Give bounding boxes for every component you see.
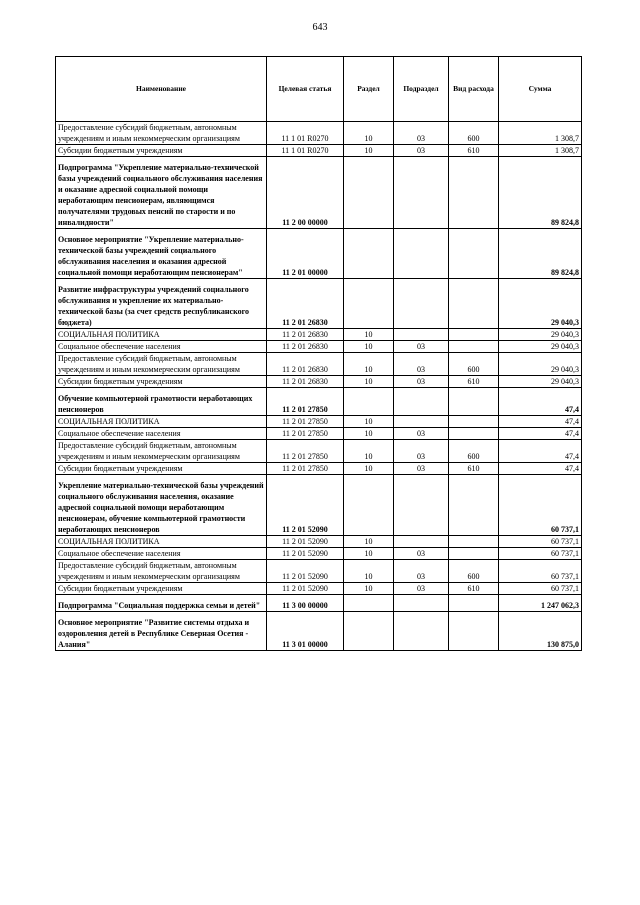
row-section: 10 (344, 122, 394, 145)
row-section (344, 229, 394, 279)
row-subsection (394, 595, 449, 612)
table-row (56, 548, 582, 560)
budget-table (55, 56, 582, 651)
row-subsection: 03 (394, 353, 449, 376)
table-row (56, 440, 582, 463)
page-number: 643 (312, 22, 328, 33)
table-header-row (56, 57, 582, 122)
row-expense-type: 600 (449, 440, 499, 463)
row-section (344, 475, 394, 536)
row-expense-type (449, 595, 499, 612)
table-row (56, 612, 582, 651)
table-row (56, 583, 582, 595)
row-sum: 1 308,7 (499, 122, 582, 145)
row-section (344, 388, 394, 416)
row-target: 11 2 01 27850 (267, 416, 344, 428)
row-target: 11 2 01 52090 (267, 583, 344, 595)
row-sum: 29 040,3 (499, 329, 582, 341)
row-name: СОЦИАЛЬНАЯ ПОЛИТИКА (56, 329, 267, 341)
row-expense-type (449, 612, 499, 651)
row-sum: 29 040,3 (499, 353, 582, 376)
row-subsection (394, 612, 449, 651)
row-name: Предоставление субсидий бюджетным, автономным учреждениям и иным некоммерческим организациям (56, 122, 267, 145)
row-sum: 130 875,0 (499, 612, 582, 651)
table-row (56, 122, 582, 145)
row-subsection: 03 (394, 341, 449, 353)
table-row (56, 536, 582, 548)
row-name: Социальное обеспечение населения (56, 428, 267, 440)
table-row (56, 560, 582, 583)
row-subsection (394, 157, 449, 229)
row-subsection (394, 536, 449, 548)
row-sum: 29 040,3 (499, 376, 582, 388)
header-subsection: Подраздел (394, 57, 449, 122)
row-expense-type: 610 (449, 463, 499, 475)
row-subsection: 03 (394, 560, 449, 583)
row-section: 10 (344, 560, 394, 583)
row-section: 10 (344, 329, 394, 341)
row-subsection: 03 (394, 145, 449, 157)
row-expense-type (449, 428, 499, 440)
row-sum: 89 824,8 (499, 157, 582, 229)
row-target: 11 3 00 00000 (267, 595, 344, 612)
row-subsection (394, 279, 449, 329)
row-section: 10 (344, 145, 394, 157)
row-expense-type: 600 (449, 122, 499, 145)
row-target: 11 2 01 52090 (267, 548, 344, 560)
row-expense-type (449, 229, 499, 279)
row-expense-type (449, 536, 499, 548)
header-expense-type: Вид расхода (449, 57, 499, 122)
row-target: 11 2 01 52090 (267, 536, 344, 548)
header-section: Раздел (344, 57, 394, 122)
table-row (56, 279, 582, 329)
row-expense-type (449, 157, 499, 229)
table-row (56, 416, 582, 428)
header-sum: Сумма (499, 57, 582, 122)
row-sum: 47,4 (499, 416, 582, 428)
row-target: 11 2 01 52090 (267, 475, 344, 536)
table-row (56, 229, 582, 279)
row-expense-type (449, 548, 499, 560)
row-target: 11 2 01 27850 (267, 440, 344, 463)
row-target: 11 2 01 27850 (267, 428, 344, 440)
table-row (56, 157, 582, 229)
row-subsection (394, 229, 449, 279)
row-name: Укрепление материально-технической базы учреждений социального обслуживания населения, оказание адресной социальной помощи неработающим пенсионерам, обучение компьютерной грамотности неработающих пенсионеров (56, 475, 267, 536)
row-expense-type (449, 341, 499, 353)
row-target: 11 2 01 00000 (267, 229, 344, 279)
row-subsection: 03 (394, 376, 449, 388)
row-expense-type (449, 279, 499, 329)
row-section: 10 (344, 440, 394, 463)
row-name: Развитие инфраструктуры учреждений социального обслуживания и укрепление их материально-технической базы (за счет средств республиканского бюджета) (56, 279, 267, 329)
row-target: 11 2 01 26830 (267, 376, 344, 388)
row-subsection (394, 388, 449, 416)
row-subsection: 03 (394, 583, 449, 595)
row-name: Предоставление субсидий бюджетным, автономным учреждениям и иным некоммерческим организациям (56, 440, 267, 463)
row-target: 11 2 01 27850 (267, 463, 344, 475)
row-name: Субсидии бюджетным учреждениям (56, 583, 267, 595)
row-expense-type: 610 (449, 145, 499, 157)
row-section: 10 (344, 428, 394, 440)
row-name: Основное мероприятие "Развитие системы отдыха и оздоровления детей в Республике Северная Осетия - Алания" (56, 612, 267, 651)
row-sum: 47,4 (499, 463, 582, 475)
row-expense-type: 610 (449, 583, 499, 595)
row-subsection (394, 475, 449, 536)
row-section: 10 (344, 376, 394, 388)
table-row (56, 463, 582, 475)
row-subsection: 03 (394, 428, 449, 440)
row-target: 11 1 01 R0270 (267, 145, 344, 157)
row-name: СОЦИАЛЬНАЯ ПОЛИТИКА (56, 416, 267, 428)
row-sum: 60 737,1 (499, 548, 582, 560)
row-name: Подпрограмма "Социальная поддержка семьи и детей" (56, 595, 267, 612)
table-row (56, 341, 582, 353)
row-name: Подпрограмма "Укрепление материально-технической базы учреждений социального обслуживания населения и оказание адресной социальной помощи неработающим пенсионерам, являющимся получателями трудовых пенсий по старости и по инвалидности" (56, 157, 267, 229)
row-subsection (394, 329, 449, 341)
row-section: 10 (344, 548, 394, 560)
row-section (344, 595, 394, 612)
row-name: Обучение компьютерной грамотности неработающих пенсионеров (56, 388, 267, 416)
row-expense-type (449, 388, 499, 416)
row-name: Субсидии бюджетным учреждениям (56, 463, 267, 475)
table-row (56, 428, 582, 440)
row-section (344, 279, 394, 329)
table-row (56, 329, 582, 341)
row-expense-type (449, 475, 499, 536)
table-row (56, 145, 582, 157)
row-target: 11 2 01 27850 (267, 388, 344, 416)
row-section: 10 (344, 353, 394, 376)
row-expense-type: 610 (449, 376, 499, 388)
row-expense-type (449, 416, 499, 428)
row-target: 11 2 01 26830 (267, 329, 344, 341)
row-section: 10 (344, 341, 394, 353)
row-subsection: 03 (394, 548, 449, 560)
row-section: 10 (344, 416, 394, 428)
row-expense-type: 600 (449, 353, 499, 376)
row-sum: 60 737,1 (499, 536, 582, 548)
row-sum: 29 040,3 (499, 279, 582, 329)
row-sum: 60 737,1 (499, 560, 582, 583)
table-row (56, 376, 582, 388)
row-section: 10 (344, 463, 394, 475)
row-section (344, 612, 394, 651)
row-name: СОЦИАЛЬНАЯ ПОЛИТИКА (56, 536, 267, 548)
row-name: Социальное обеспечение населения (56, 341, 267, 353)
row-name: Основное мероприятие "Укрепление материально-технической базы учреждений социального обслуживания населения и оказания адресной социальной помощи неработающим пенсионерам" (56, 229, 267, 279)
row-section: 10 (344, 536, 394, 548)
row-name: Субсидии бюджетным учреждениям (56, 376, 267, 388)
header-target: Целевая статья (267, 57, 344, 122)
row-expense-type (449, 329, 499, 341)
row-target: 11 3 01 00000 (267, 612, 344, 651)
row-name: Социальное обеспечение населения (56, 548, 267, 560)
row-sum: 29 040,3 (499, 341, 582, 353)
table-row (56, 353, 582, 376)
row-subsection (394, 416, 449, 428)
table-row (56, 595, 582, 612)
row-name: Предоставление субсидий бюджетным, автономным учреждениям и иным некоммерческим организациям (56, 353, 267, 376)
row-target: 11 2 01 26830 (267, 341, 344, 353)
row-sum: 89 824,8 (499, 229, 582, 279)
row-target: 11 2 01 26830 (267, 353, 344, 376)
row-expense-type: 600 (449, 560, 499, 583)
row-name: Предоставление субсидий бюджетным, автономным учреждениям и иным некоммерческим организациям (56, 560, 267, 583)
row-sum: 47,4 (499, 440, 582, 463)
table-row (56, 388, 582, 416)
header-name: Наименование (56, 57, 267, 122)
row-sum: 60 737,1 (499, 475, 582, 536)
row-section: 10 (344, 583, 394, 595)
row-target: 11 2 01 52090 (267, 560, 344, 583)
row-sum: 1 308,7 (499, 145, 582, 157)
row-target: 11 1 01 R0270 (267, 122, 344, 145)
row-sum: 60 737,1 (499, 583, 582, 595)
row-sum: 47,4 (499, 428, 582, 440)
row-target: 11 2 00 00000 (267, 157, 344, 229)
table-body (56, 122, 582, 651)
row-section (344, 157, 394, 229)
row-name: Субсидии бюджетным учреждениям (56, 145, 267, 157)
table-row (56, 475, 582, 536)
row-sum: 47,4 (499, 388, 582, 416)
row-subsection: 03 (394, 122, 449, 145)
row-subsection: 03 (394, 463, 449, 475)
row-subsection: 03 (394, 440, 449, 463)
row-target: 11 2 01 26830 (267, 279, 344, 329)
row-sum: 1 247 062,3 (499, 595, 582, 612)
